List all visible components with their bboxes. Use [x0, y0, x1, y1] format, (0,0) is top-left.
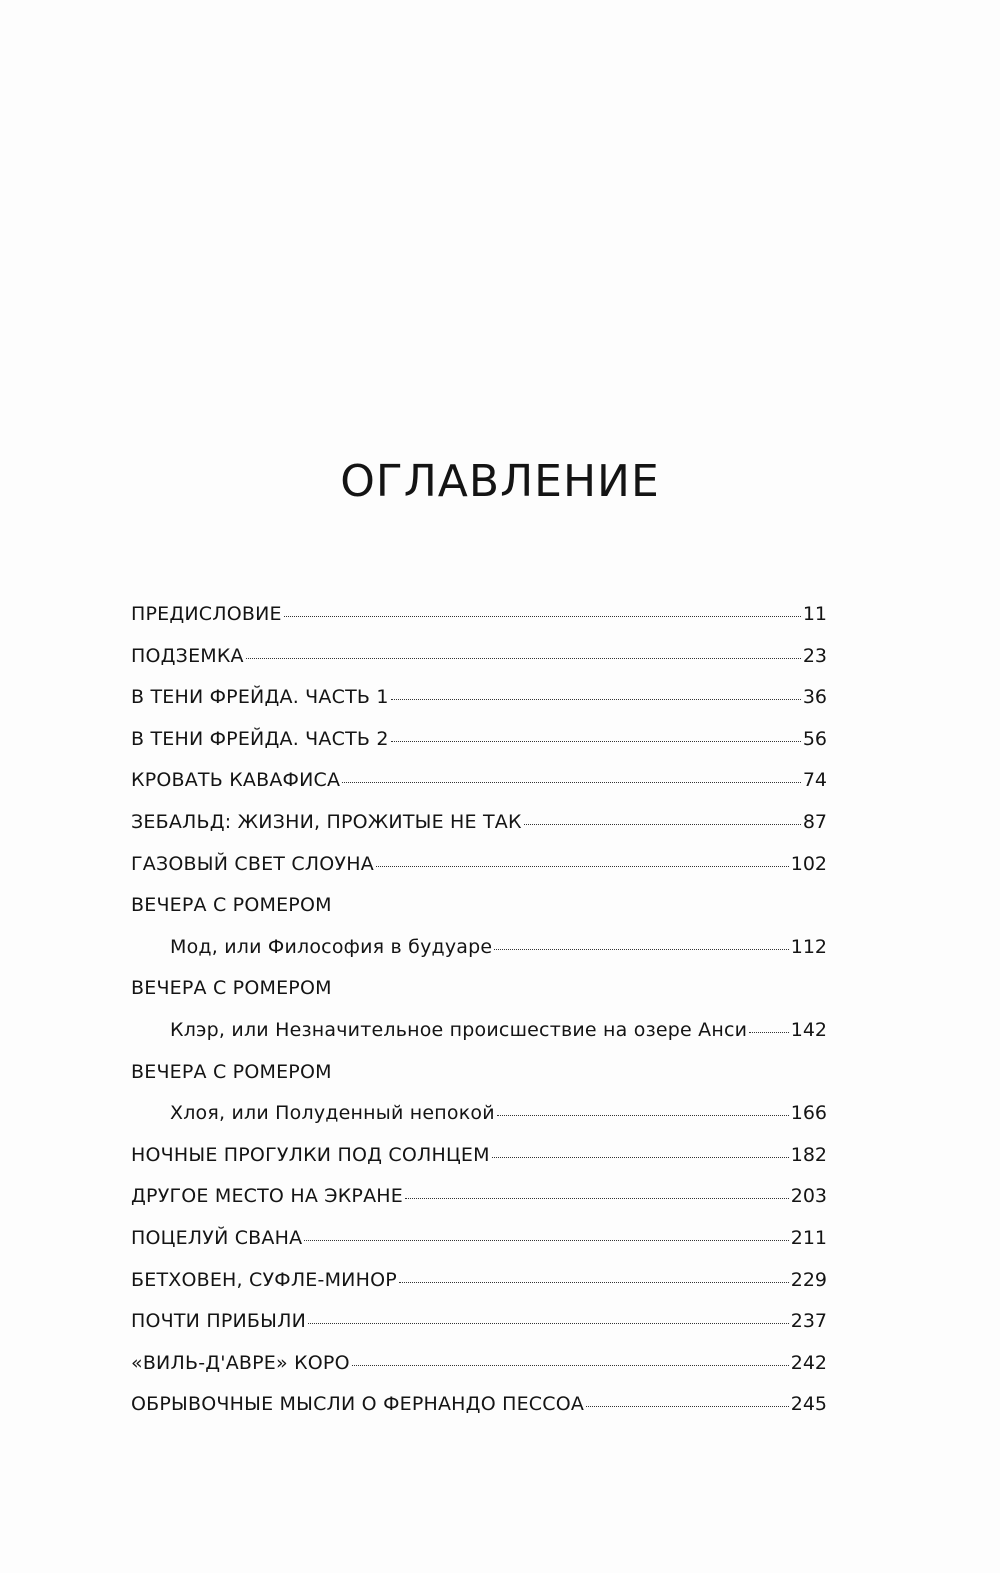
toc-entry-label: ПОЦЕЛУЙ СВАНА — [131, 1226, 303, 1249]
toc-entry — [131, 1301, 827, 1343]
toc-entry-page-number: 11 — [802, 603, 827, 625]
dot-leader — [399, 1282, 789, 1283]
dot-leader — [304, 1240, 788, 1241]
dot-leader — [497, 1115, 789, 1116]
toc-subentry — [131, 927, 827, 969]
toc-entry-label: «ВИЛЬ-Д'АВРЕ» КОРО — [131, 1351, 350, 1374]
toc-entry — [131, 1135, 827, 1177]
toc-entry-page-number: 211 — [790, 1226, 827, 1249]
toc-entry-page-number: 203 — [790, 1185, 827, 1208]
toc-entry — [131, 1052, 827, 1094]
toc-entry-page-number: 102 — [790, 852, 827, 875]
toc-entry — [131, 802, 827, 844]
toc-entry-label: Клэр, или Незначительное происшествие на озере Анси — [170, 1018, 748, 1041]
dot-leader — [494, 949, 788, 950]
toc-entry-page-number: 237 — [790, 1310, 827, 1333]
dot-leader — [524, 824, 801, 825]
toc-entry-label: Хлоя, или Полуденный непокой — [170, 1102, 495, 1125]
toc-entry-page-number: 229 — [790, 1268, 827, 1291]
toc-entry-label: КРОВАТЬ КАВАФИСА — [131, 769, 341, 792]
dot-leader — [342, 782, 801, 783]
toc-subentry — [131, 1093, 827, 1135]
toc-entry-label: ОБРЫВОЧНЫЕ МЫСЛИ О ФЕРНАНДО ПЕССОА — [131, 1393, 585, 1416]
toc-subentry — [131, 1010, 827, 1052]
dot-leader — [586, 1406, 789, 1407]
toc-entry-label: НОЧНЫЕ ПРОГУЛКИ ПОД СОЛНЦЕМ — [131, 1143, 490, 1166]
table-of-contents — [131, 594, 827, 1426]
toc-entry — [131, 1218, 827, 1260]
toc-entry — [131, 719, 827, 761]
toc-entry — [131, 677, 827, 719]
toc-entry — [131, 1343, 827, 1385]
toc-entry-label: БЕТХОВЕН, СУФЛЕ-МИНОР — [131, 1268, 397, 1291]
toc-entry-page-number: 242 — [790, 1351, 827, 1374]
toc-entry-label: ГАЗОВЫЙ СВЕТ СЛОУНА — [131, 852, 374, 875]
toc-entry-label: ПОЧТИ ПРИБЫЛИ — [131, 1310, 306, 1333]
toc-entry — [131, 760, 827, 802]
toc-entry-label: ПОДЗЕМКА — [131, 644, 244, 667]
toc-entry-label: ЗЕБАЛЬД: ЖИЗНИ, ПРОЖИТЫЕ НЕ ТАК — [131, 810, 522, 833]
toc-entry — [131, 844, 827, 886]
dot-leader — [749, 1032, 789, 1033]
toc-entry — [131, 885, 827, 927]
toc-entry-page-number: 182 — [790, 1143, 827, 1166]
dot-leader — [246, 658, 801, 659]
toc-entry-label: ПРЕДИСЛОВИЕ — [131, 603, 282, 625]
toc-entry — [131, 594, 827, 636]
toc-entry-label: В ТЕНИ ФРЕЙДА. ЧАСТЬ 1 — [131, 686, 389, 709]
toc-entry-page-number: 112 — [790, 935, 827, 958]
toc-entry-page-number: 87 — [802, 810, 827, 833]
toc-entry-page-number: 74 — [802, 769, 827, 792]
toc-entry-label: ВЕЧЕРА С РОМЕРОМ — [131, 894, 332, 917]
toc-entry-label: ДРУГОЕ МЕСТО НА ЭКРАНЕ — [131, 1185, 403, 1208]
toc-entry-page-number: 36 — [802, 686, 827, 709]
toc-entry-page-number: 56 — [802, 727, 827, 750]
dot-leader — [308, 1323, 789, 1324]
dot-leader — [352, 1365, 789, 1366]
toc-entry-page-number: 245 — [790, 1393, 827, 1416]
toc-entry-page-number: 142 — [790, 1018, 827, 1041]
toc-entry-label: ВЕЧЕРА С РОМЕРОМ — [131, 1060, 332, 1083]
dot-leader — [405, 1198, 789, 1199]
dot-leader — [284, 616, 801, 617]
toc-entry — [131, 1176, 827, 1218]
dot-leader — [391, 741, 801, 742]
toc-entry-label: Мод, или Философия в будуаре — [170, 935, 493, 958]
toc-entry-page-number: 23 — [802, 644, 827, 667]
dot-leader — [376, 866, 789, 867]
toc-entry-label: ВЕЧЕРА С РОМЕРОМ — [131, 977, 332, 1000]
toc-entry — [131, 636, 827, 678]
page-title: ОГЛАВЛЕНИЕ — [340, 456, 660, 507]
dot-leader — [391, 699, 801, 700]
dot-leader — [492, 1157, 789, 1158]
toc-entry-label: В ТЕНИ ФРЕЙДА. ЧАСТЬ 2 — [131, 727, 389, 750]
toc-entry-page-number: 166 — [790, 1102, 827, 1125]
toc-entry — [131, 1260, 827, 1302]
toc-entry — [131, 968, 827, 1010]
toc-entry — [131, 1384, 827, 1426]
